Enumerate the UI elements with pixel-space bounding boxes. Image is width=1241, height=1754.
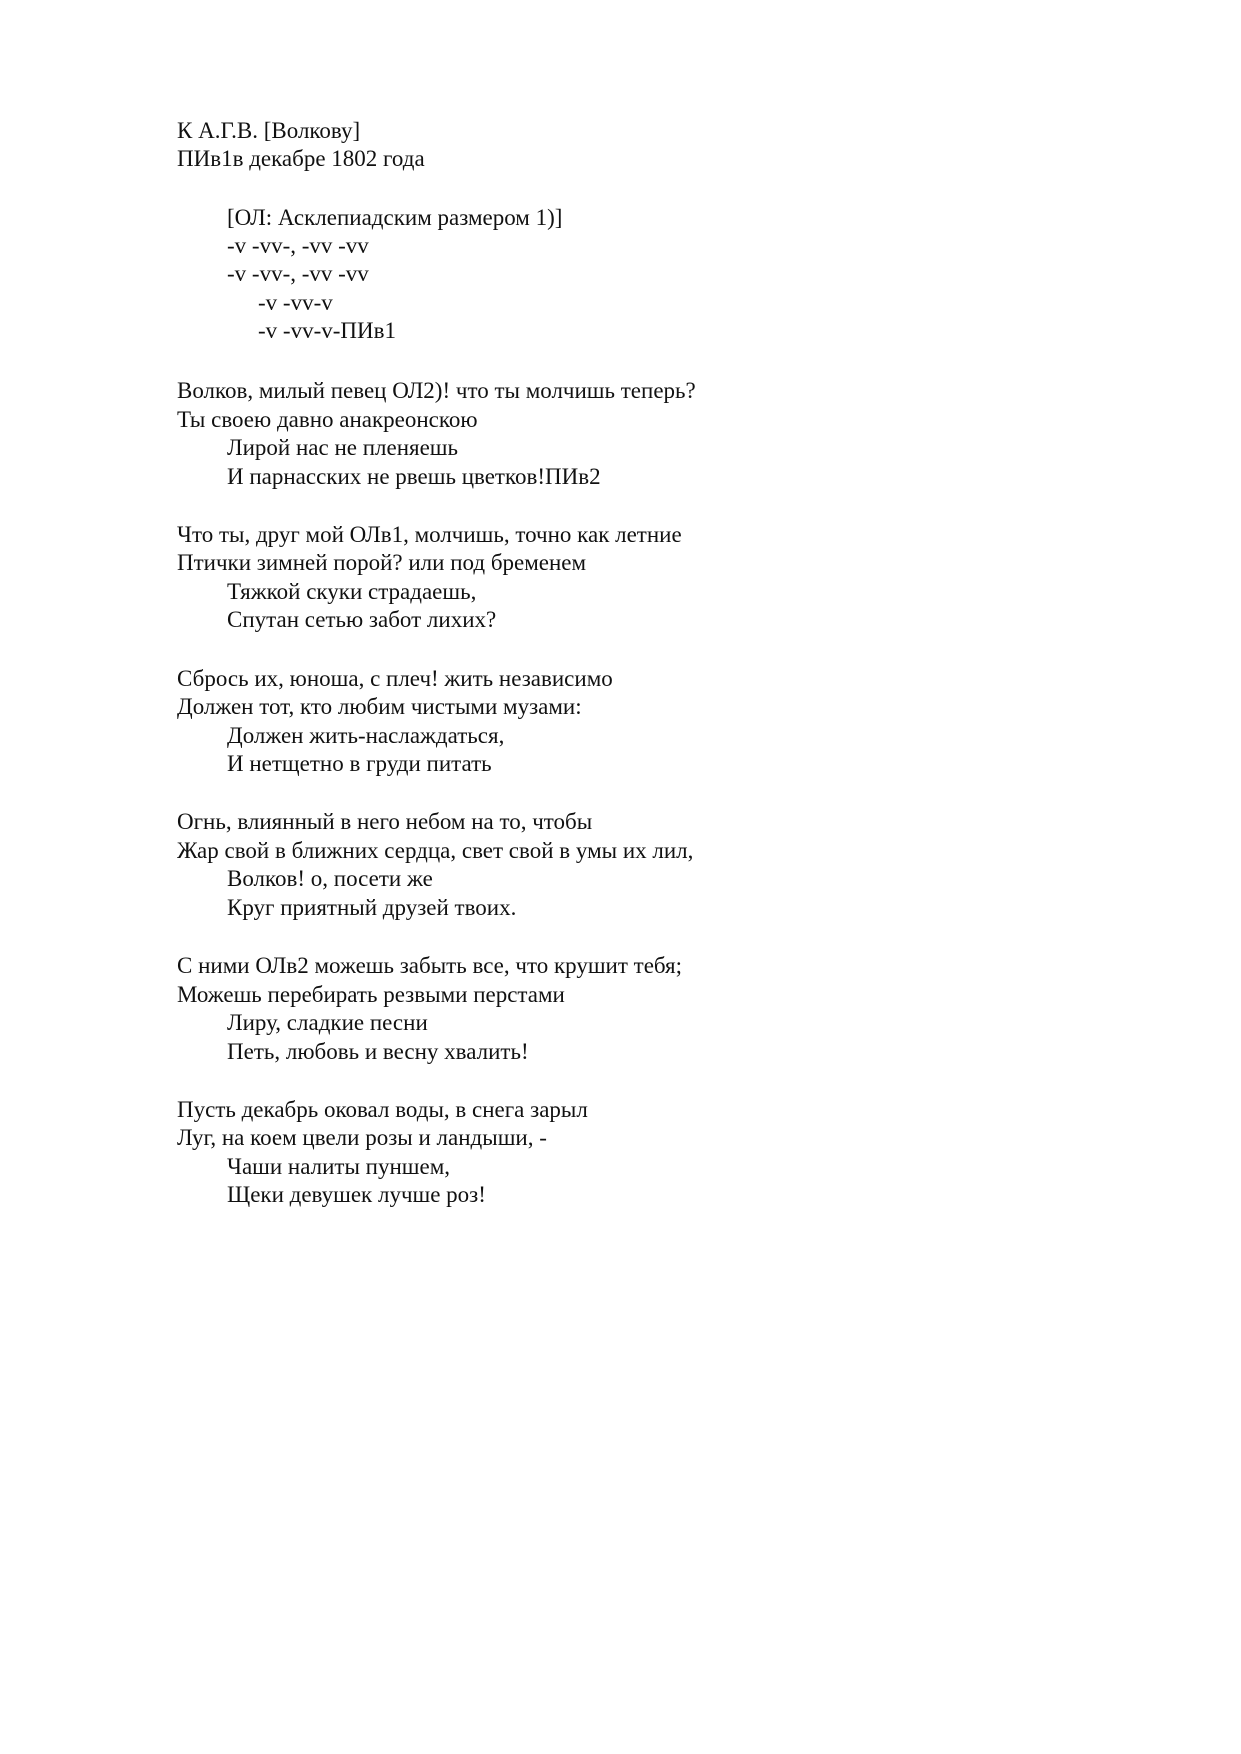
verse-line: Должен жить-наслаждаться, (227, 723, 505, 748)
verse-line: Спутан сетью забот лихих? (227, 607, 497, 632)
meter-note: [ОЛ: Асклепиадским размером 1)] (227, 205, 563, 230)
verse-line: Огнь, влиянный в него небом на то, чтобы (177, 809, 593, 834)
verse-line: Щеки девушек лучше роз! (227, 1182, 486, 1207)
meter-line: -v -vv-v-ПИв1 (258, 318, 396, 343)
verse-line: Лиру, сладкие песни (227, 1010, 428, 1035)
meter-line: -v -vv-, -vv -vv (227, 261, 369, 286)
verse-line: Пусть декабрь оковал воды, в снега зарыл (177, 1097, 588, 1122)
verse-line: Жар свой в ближних сердца, свет свой в умы их лил, (177, 838, 694, 863)
verse-line: Птички зимней порой? или под бременем (177, 550, 587, 575)
meter-line: -v -vv-, -vv -vv (227, 233, 369, 258)
verse-line: Луг, на коем цвели розы и ландыши, - (177, 1125, 547, 1150)
verse-line: Лирой нас не пленяешь (227, 435, 458, 460)
verse-line: Петь, любовь и весну хвалить! (227, 1039, 529, 1064)
verse-line: Волков! о, посети же (227, 866, 433, 891)
verse-line: Что ты, друг мой ОЛв1, молчишь, точно как летние (177, 522, 682, 547)
verse-line: Чаши налиты пуншем, (227, 1154, 451, 1179)
poem-title: К А.Г.В. [Волкову] (177, 118, 361, 143)
verse-line: Ты своею давно анакреонскою (177, 407, 478, 432)
verse-line: Можешь перебирать резвыми перстами (177, 982, 565, 1007)
verse-line: Тяжкой скуки страдаешь, (227, 579, 477, 604)
verse-line: Должен тот, кто любим чистыми музами: (177, 694, 582, 719)
meter-line: -v -vv-v (258, 290, 333, 315)
verse-line: И парнасских не рвешь цветков!ПИв2 (227, 464, 601, 489)
verse-line: С ними ОЛв2 можешь забыть все, что крушит тебя; (177, 953, 683, 978)
verse-line: Круг приятный друзей твоих. (227, 895, 517, 920)
verse-line: Сбрось их, юноша, с плеч! жить независимо (177, 666, 613, 691)
verse-line: И нетщетно в груди питать (227, 751, 492, 776)
poem-date: ПИв1в декабре 1802 года (177, 146, 425, 171)
verse-line: Волков, милый певец ОЛ2)! что ты молчишь теперь? (177, 378, 696, 403)
